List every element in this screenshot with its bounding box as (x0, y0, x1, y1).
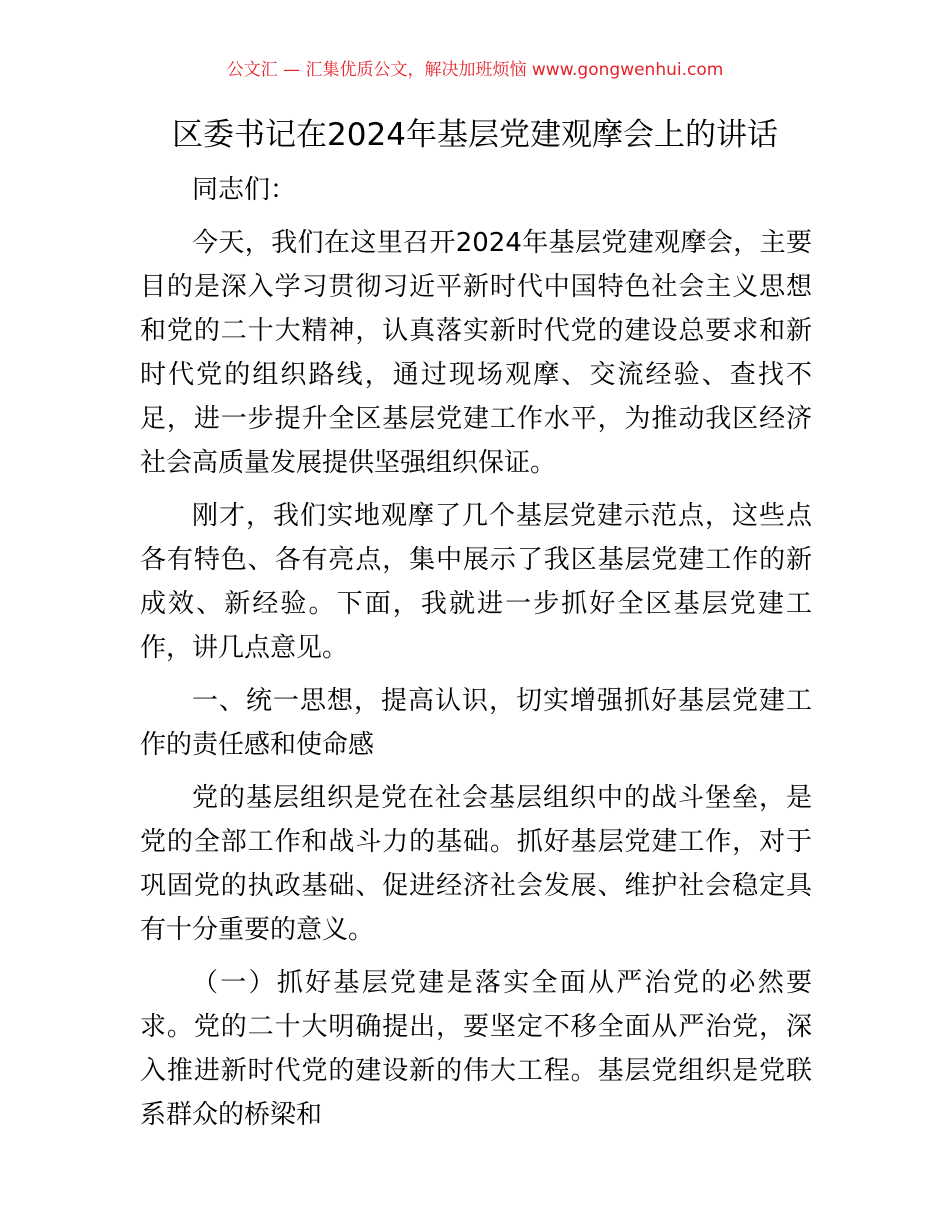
paragraph: （一）抓好基层党建是落实全面从严治党的必然要求。党的二十大明确提出，要坚定不移全面从严治党，深入推进新时代党的建设新的伟大工程。基层党组织是党联系群众的桥梁和 (140, 968, 812, 1130)
document-title: 区委书记在2024年基层党建观摩会上的讲话 (172, 117, 778, 153)
section-heading: 一、统一思想，提高认识，切实增强抓好基层党建工作的责任感和使命感 (140, 686, 812, 760)
paragraph: 刚才，我们实地观摩了几个基层党建示范点，这些点各有特色、各有亮点，集中展示了我区基层党建工作的新成效、新经验。下面，我就进一步抓好全区基层党建工作，讲几点意见。 (140, 501, 812, 663)
paragraph: 党的基层组织是党在社会基层组织中的战斗堡垒，是党的全部工作和战斗力的基础。抓好基层党建工作，对于巩固党的执政基础、促进经济社会发展、维护社会稳定具有十分重要的意义。 (140, 783, 812, 945)
paragraph: 今天，我们在这里召开2024年基层党建观摩会，主要目的是深入学习贯彻习近平新时代中国特色社会主义思想和党的二十大精神，认真落实新时代党的建设总要求和新时代党的组织路线，通过现场观摩、交流经验、查找不足，进一步提升全区基层党建工作水平，为推动我区经济社会高质量发展提供坚强组织保证。 (140, 228, 812, 478)
document-body (140, 168, 812, 1146)
watermark-banner: 公文汇 — 汇集优质公文，解决加班烦恼 www.gongwenhui.com (226, 60, 724, 80)
greeting: 同志们： (192, 175, 297, 205)
